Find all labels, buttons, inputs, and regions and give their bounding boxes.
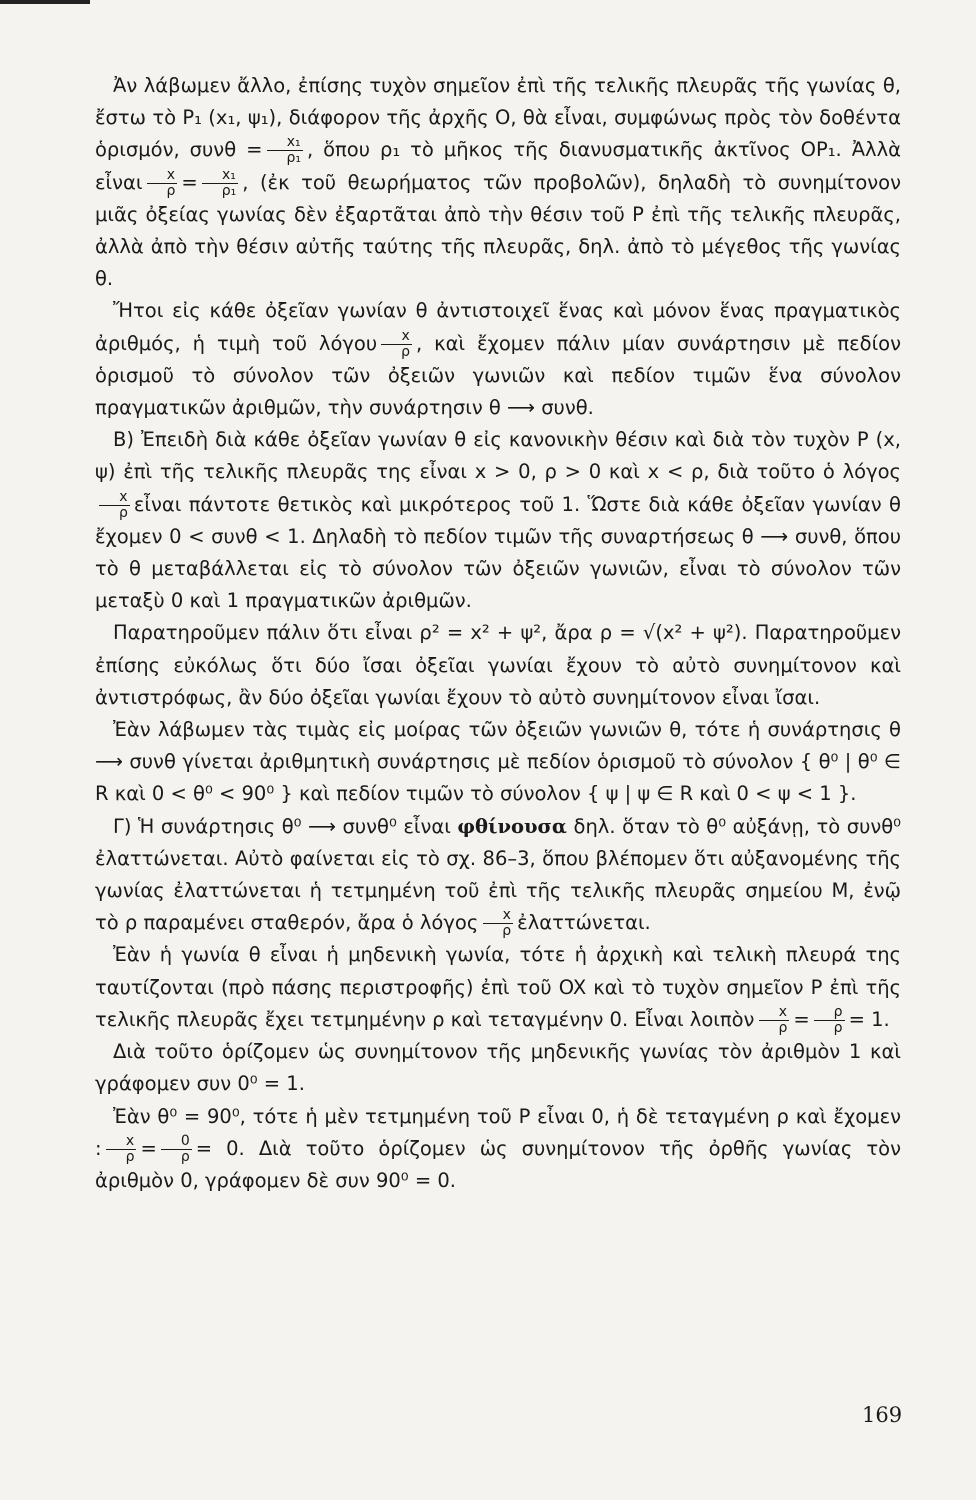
- fraction: [106, 1134, 137, 1165]
- paragraph-4: Παρατηροῦμεν πάλιν ὅτι εἶναι ρ² = x² + ψ², ἄρα ρ = √(x² + ψ²). Παρατηροῦμεν ἐπίσης εὐκόλως ὅτι δύο ἴσαι ὀξεῖαι γωνίαι ἔχουν τὸ αὐτὸ συνημίτονον καὶ ἀντιστρόφως, ἂν δύο ὀξεῖαι γωνίαι ἔχουν τὸ αὐτὸ συνημίτονον εἶναι ἴσαι.: [95, 621, 901, 709]
- denominator: ρ: [778, 1019, 788, 1036]
- denominator: ρ: [180, 1148, 190, 1165]
- denominator: ρ₁: [221, 182, 237, 199]
- numerator: x₁: [267, 135, 303, 151]
- fraction: [202, 168, 239, 199]
- paragraph-1: [95, 70, 901, 295]
- text: , ὅπου ρ₁ τὸ μῆκος τῆς διανυσματικῆς ἀκτῖνος OP₁. Ἀλλὰ εἶναι: [95, 138, 901, 194]
- page-number: 169: [862, 1403, 903, 1427]
- fraction: [814, 1005, 845, 1036]
- equals-sign: =: [793, 1007, 810, 1031]
- denominator: ρ: [119, 504, 128, 521]
- text: = 0. Διὰ τοῦτο ὁρίζομεν ὡς συνημίτονον τῆς ὀρθῆς γωνίας τὸν ἀριθμὸν 0, γράφομεν δὲ συν 90⁰ = 0.: [95, 1136, 901, 1192]
- page-body: [95, 70, 901, 1197]
- text: Ἤτοι εἰς κάθε ὀξεῖαν γωνίαν θ ἀντιστοιχεῖ ἕνας καὶ μόνον ἕνας πραγματικὸς ἀριθμός, ἡ τιμὴ τοῦ λόγου: [95, 299, 901, 355]
- text: Ἐὰν θ⁰ = 90⁰, τότε ἡ μὲν τετμημένη τοῦ P εἶναι 0, ἡ δὲ τεταγμένη ρ καὶ ἔχομεν :: [95, 1104, 901, 1160]
- denominator: ρ: [502, 923, 512, 940]
- text: = 1.: [848, 1007, 890, 1031]
- paragraph-9: [95, 1101, 901, 1198]
- paragraph-7: [95, 939, 901, 1036]
- denominator: ρ₁: [286, 150, 301, 167]
- numerator: x: [99, 490, 129, 506]
- equals-sign: =: [140, 1136, 157, 1160]
- text: B) Ἐπειδὴ διὰ κάθε ὀξεῖαν γωνίαν θ εἰς κανονικὴν θέσιν καὶ διὰ τὸν τυχὸν P (x, ψ) ἐπὶ τῆς τελικῆς πλευρᾶς της εἶναι x > 0, ρ > 0 καὶ x < ρ, διὰ τοῦτο ὁ λόγος: [95, 428, 901, 484]
- text: δηλ. ὅταν τὸ θ⁰ αὐξάνῃ, τὸ συνθ⁰ ἐλαττώνεται. Αὐτὸ φαίνεται εἰς τὸ σχ. 86–3, ὅπου βλέπομεν ὅτι αὐξανομένης τῆς γωνίας ἐλαττώνεται ἡ τετμημένη τοῦ ἐπὶ τῆς τελικῆς πλευρᾶς σημείου M, ἐνῷ τὸ ρ παραμένει σταθερόν, ἄρα ὁ λόγος: [95, 814, 901, 935]
- numerator: x: [106, 1134, 136, 1150]
- fraction: [266, 135, 303, 166]
- paragraph-8: Διὰ τοῦτο ὁρίζομεν ὡς συνημίτονον τῆς μηδενικῆς γωνίας τὸν ἀριθμὸν 1 καὶ γράφομεν συν 0⁰ = 1.: [95, 1040, 901, 1096]
- paragraph-2: [95, 295, 901, 424]
- top-edge-mark: [0, 0, 90, 4]
- text: Ἐὰν ἡ γωνία θ εἶναι ἡ μηδενικὴ γωνία, τότε ἡ ἀρχικὴ καὶ τελικὴ πλευρά της ταυτίζονται (πρὸ πάσης περιστροφῆς) ἐπὶ τοῦ OX καὶ τὸ τυχὸν σημεῖον P ἐπὶ τῆς τελικῆς πλευρᾶς ἔχει τετμημένην ρ καὶ τεταγμένην 0. Εἶναι λοιπὸν: [95, 943, 901, 1031]
- denominator: ρ: [125, 1148, 135, 1165]
- denominator: ρ: [401, 343, 411, 360]
- numerator: 0: [161, 1134, 192, 1150]
- text: εἶναι πάντοτε θετικὸς καὶ μικρότερος τοῦ 1. Ὥστε διὰ κάθε ὀξεῖαν γωνίαν θ ἔχομεν 0 < συνθ < 1. Δηλαδὴ τὸ πεδίον τιμῶν τῆς συναρτήσεως θ ⟶ συνθ, ὅπου τὸ θ μεταβάλλεται εἰς τὸ σύνολον τῶν ὀξειῶν γωνιῶν, εἶναι τὸ σύνολον τῶν μεταξὺ 0 καὶ 1 πραγματικῶν ἀριθμῶν.: [95, 492, 901, 613]
- numerator: x: [381, 329, 411, 345]
- bold-term: φθίνουσα: [457, 814, 567, 838]
- fraction: [758, 1005, 789, 1036]
- numerator: ρ: [814, 1005, 845, 1021]
- paragraph-5: Ἐὰν λάβωμεν τὰς τιμὰς εἰς μοίρας τῶν ὀξειῶν γωνιῶν θ, τότε ἡ συνάρτησις θ ⟶ συνθ γίνεται ἀριθμητικὴ συνάρτησις μὲ πεδίον ὁρισμοῦ τὸ σύνολον { θ⁰ | θ⁰ ∈ R καὶ 0 < θ⁰ < 90⁰ } καὶ πεδίον τιμῶν τὸ σύνολον { ψ | ψ ∈ R καὶ 0 < ψ < 1 }.: [95, 718, 901, 806]
- equals-sign: =: [181, 170, 198, 194]
- fraction: [99, 490, 130, 521]
- denominator: ρ: [833, 1019, 843, 1036]
- fraction: [381, 329, 412, 360]
- text: , (ἐκ τοῦ θεωρήματος τῶν προβολῶν), δηλαδὴ τὸ συνημίτονον μιᾶς ὀξείας γωνίας δὲν ἐξαρτᾶται ἀπὸ τὴν θέσιν τοῦ P ἐπὶ τῆς τελικῆς πλευρᾶς, ἀλλὰ ἀπὸ τὴν θέσιν αὐτῆς ταύτης τῆς πλευρᾶς, δηλ. ἀπὸ τὸ μέγεθος τῆς γωνίας θ.: [95, 170, 901, 291]
- text: ἐλαττώνεται.: [517, 911, 651, 935]
- denominator: ρ: [166, 182, 176, 199]
- numerator: x₁: [202, 168, 238, 184]
- numerator: x: [147, 168, 177, 184]
- numerator: x: [759, 1005, 789, 1021]
- text: Ἀν λάβωμεν ἄλλο, ἐπίσης τυχὸν σημεῖον ἐπὶ τῆς τελικῆς πλευρᾶς τῆς γωνίας θ, ἔστω τὸ P₁ (x₁, ψ₁), διάφορον τῆς ἀρχῆς O, θὰ εἶναι, συμφώνως πρὸς τὸν δοθέντα ὁρισμόν, συνθ =: [95, 74, 901, 162]
- text: Γ) Ἡ συνάρτησις θ⁰ ⟶ συνθ⁰ εἶναι: [113, 814, 451, 838]
- numerator: x: [483, 908, 513, 924]
- fraction: [161, 1134, 192, 1165]
- fraction: [482, 908, 513, 939]
- text: , καὶ ἔχομεν πάλιν μίαν συνάρτησιν μὲ πεδίον ὁρισμοῦ τὸ σύνολον τῶν ὀξειῶν γωνιῶν καὶ πεδίον τιμῶν ἕνα σύνολον πραγματικῶν ἀριθμῶν, τὴν συνάρτησιν θ ⟶ συνθ.: [95, 331, 901, 420]
- paragraph-3: [95, 424, 901, 617]
- paragraph-6: [95, 811, 901, 940]
- fraction: [146, 168, 177, 199]
